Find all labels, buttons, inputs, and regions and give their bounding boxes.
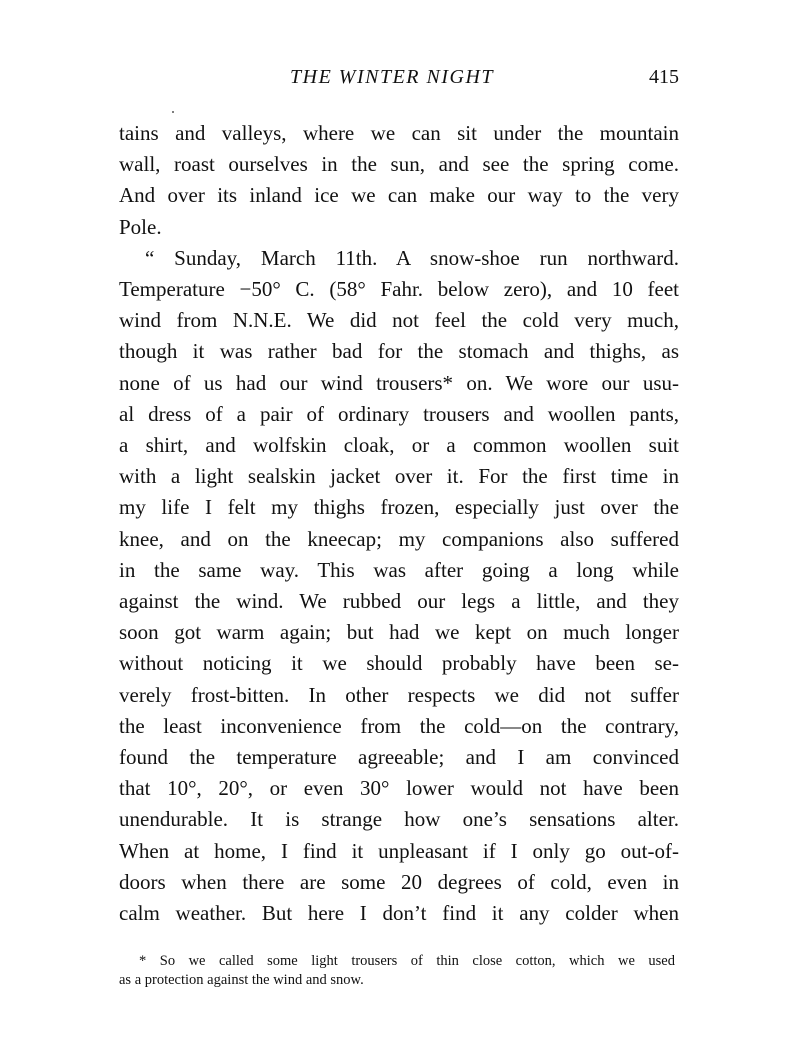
text-line: without noticing it we should probably have been se- <box>119 651 679 676</box>
text-line: in the same way. This was after going a long while <box>119 557 679 582</box>
text-line: calm weather. But here I don’t find it any colder when <box>119 901 679 926</box>
text-line: a shirt, and wolfskin cloak, or a common woollen suit <box>119 433 679 458</box>
text-line: verely frost-bitten. In other respects we did not suffer <box>119 682 679 707</box>
body-text <box>119 118 679 929</box>
text-line: knee, and on the kneecap; my companions also suffered <box>119 526 679 551</box>
ink-speck <box>172 111 174 113</box>
text-line: “ Sunday, March 11th. A snow-shoe run northward. <box>145 245 679 270</box>
text-line: Pole. <box>119 214 162 239</box>
text-line: wall, roast ourselves in the sun, and see the spring come. <box>119 152 679 177</box>
text-line: unendurable. It is strange how one’s sensations alter. <box>119 807 679 832</box>
text-line: Temperature −50° C. (58° Fahr. below zero), and 10 feet <box>119 277 679 302</box>
text-line: against the wind. We rubbed our legs a little, and they <box>119 589 679 614</box>
text-line: the least inconvenience from the cold—on the contrary, <box>119 713 679 738</box>
text-line: doors when there are some 20 degrees of cold, even in <box>119 869 679 894</box>
text-line: al dress of a pair of ordinary trousers and woollen pants, <box>119 401 679 426</box>
text-line: tains and valleys, where we can sit under the mountain <box>119 121 679 145</box>
footnote-line: * So we called some light trousers of thin close cotton, which we used <box>139 953 675 969</box>
footnote <box>119 952 675 990</box>
text-line: found the temperature agreeable; and I am convinced <box>119 745 679 770</box>
text-line: And over its inland ice we can make our way to the very <box>119 183 679 208</box>
running-head <box>0 66 800 96</box>
running-title: THE WINTER NIGHT <box>290 66 495 88</box>
text-line: soon got warm again; but had we kept on much longer <box>119 620 679 645</box>
text-line: When at home, I find it unpleasant if I only go out-of- <box>119 838 679 863</box>
text-line: wind from N.N.E. We did not feel the cold very much, <box>119 308 679 333</box>
page-number: 415 <box>649 66 679 88</box>
footnote-line: as a protection against the wind and snow. <box>119 972 364 988</box>
text-line: that 10°, 20°, or even 30° lower would not have been <box>119 776 679 801</box>
text-line: none of us had our wind trousers* on. We wore our usu- <box>119 370 679 395</box>
text-line: my life I felt my thighs frozen, especially just over the <box>119 495 679 520</box>
text-line: though it was rather bad for the stomach and thighs, as <box>119 339 679 364</box>
text-line: with a light sealskin jacket over it. For the first time in <box>119 464 679 489</box>
